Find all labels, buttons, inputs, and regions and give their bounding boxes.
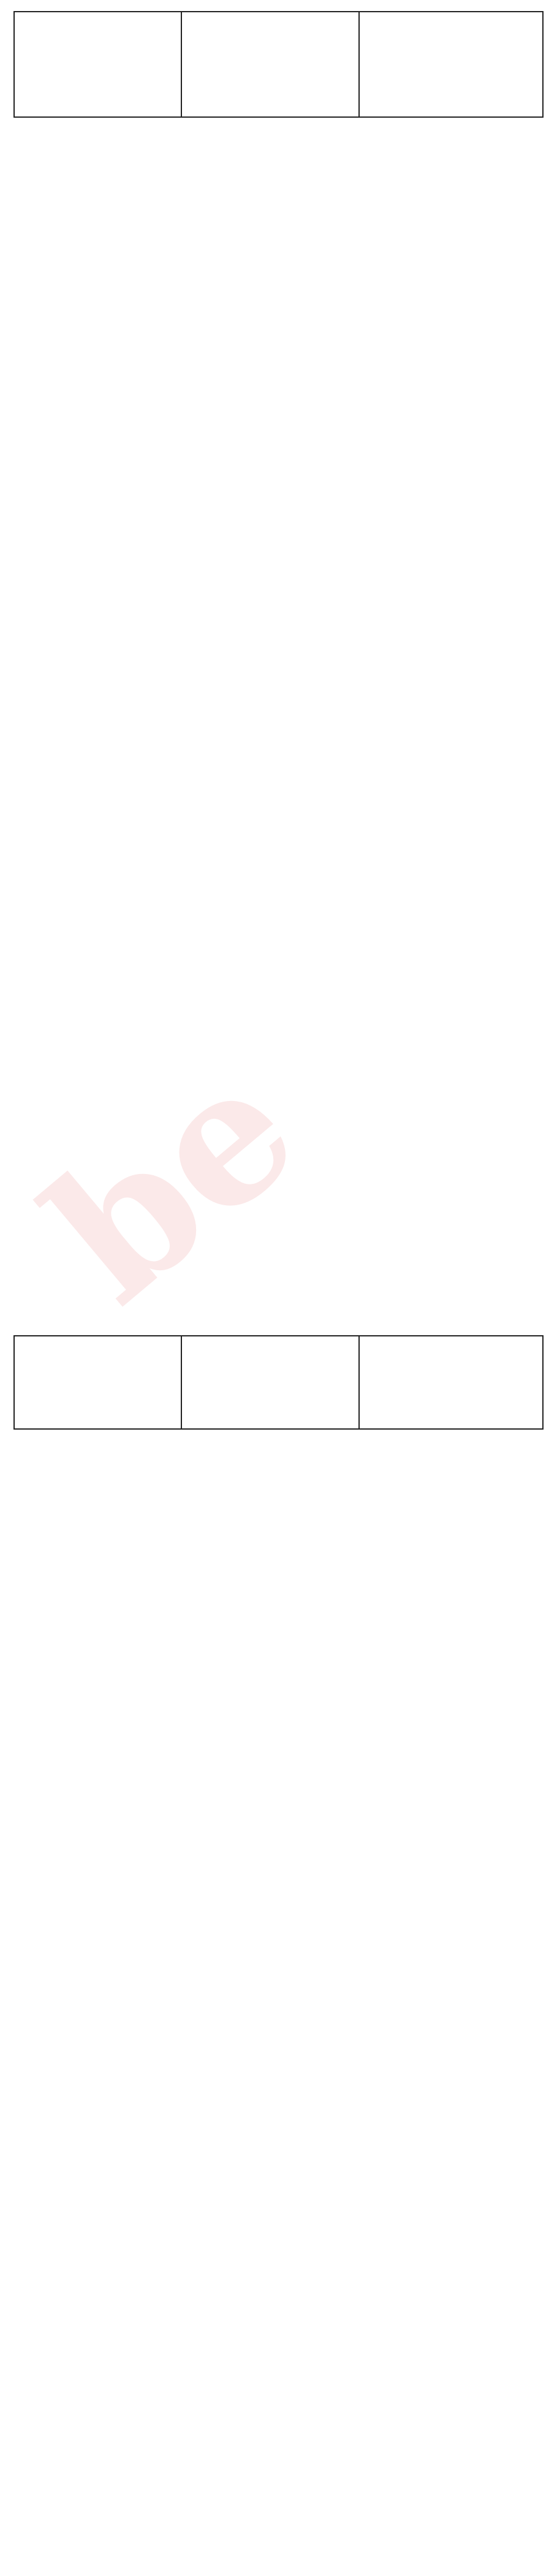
subjective-header (13, 1335, 544, 1430)
top-fragment (0, 0, 557, 9)
watermark-logo: be (8, 1019, 336, 1343)
objective-header (13, 11, 544, 118)
